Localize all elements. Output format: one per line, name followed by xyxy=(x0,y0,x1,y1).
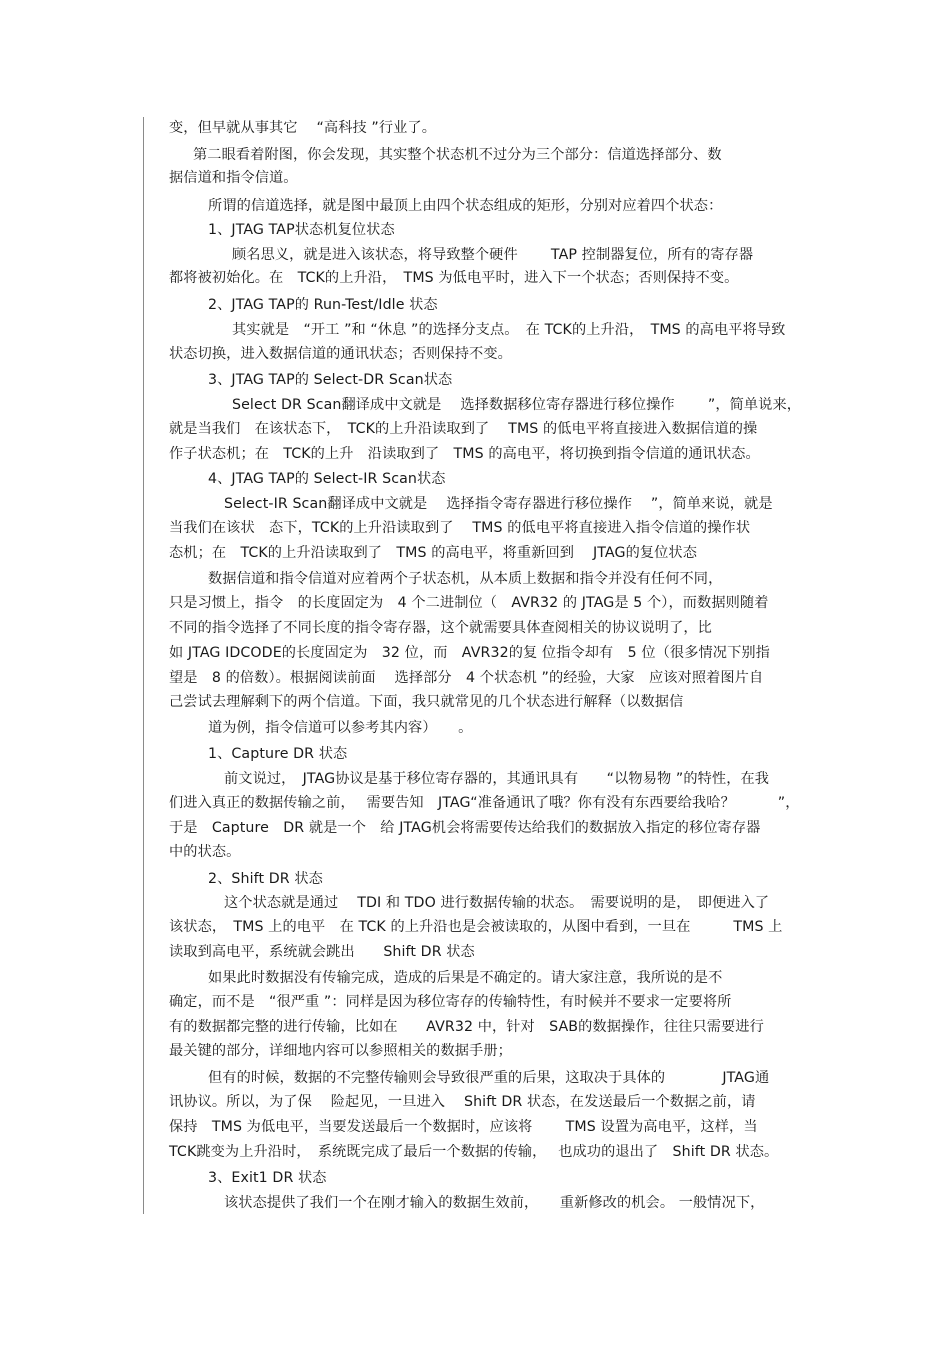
section-heading: 3、JTAG TAP的 Select-DR Scan状态 xyxy=(208,372,453,388)
text-line: 前文说过， JTAG协议是基于移位寄存器的，其通讯具有 “以物易物 ”的特性，在我 xyxy=(224,771,770,787)
text-line: TCK跳变为上升沿时， 系统既完成了最后一个数据的传输， 也成功的退出了 Shift DR 状态。 xyxy=(169,1144,779,1160)
text-line: 确定，而不是 “很严重 ”：同样是因为移位寄存的传输特性，有时候并不要求一定要将所 xyxy=(169,994,732,1010)
text-line: 讯协议。所以，为了保 险起见，一旦进入 Shift DR 状态，在发送最后一个数据之前，请 xyxy=(169,1094,756,1110)
text-line: 当我们在该状 态下，TCK的上升沿读取到了 TMS 的低电平将直接进入指令信道的操作状 xyxy=(169,520,751,536)
text-line: 如果此时数据没有传输完成，造成的后果是不确定的。请大家注意，我所说的是不 xyxy=(208,970,723,986)
text-line: 己尝试去理解剩下的两个信道。下面，我只就常见的几个状态进行解释（以数据信 xyxy=(169,694,684,710)
text-line: 作子状态机；在 TCK的上升 沿读取到了 TMS 的高电平，将切换到指令信道的通讯状态。 xyxy=(169,446,760,462)
section-heading: 2、JTAG TAP的 Run-Test/Idle 状态 xyxy=(208,297,438,313)
text-line: 该状态提供了我们一个在刚才输入的数据生效前， 重新修改的机会。 一般情况下， xyxy=(224,1195,765,1211)
text-line: 中的状态。 xyxy=(169,844,241,860)
text-line: 道为例，指令信道可以参考其内容） 。 xyxy=(208,720,473,736)
text-line: 据信道和指令信道。 xyxy=(169,170,298,186)
text-line: 不同的指令选择了不同长度的指令寄存器，这个就需要具体查阅相关的协议说明了，比 xyxy=(169,620,712,636)
text-line: 第二眼看着附图，你会发现，其实整个状态机不过分为三个部分：信道选择部分、数 xyxy=(193,147,722,163)
text-line: 数据信道和指令信道对应着两个子状态机，从本质上数据和指令并没有任何不同， xyxy=(208,571,723,587)
text-line: 保持 TMS 为低电平，当要发送最后一个数据时，应该将 TMS 设置为高电平，这样，当 xyxy=(169,1119,758,1135)
text-line: 有的数据都完整的进行传输，比如在 AVR32 中，针对 SAB的数据操作，往往只需要进行 xyxy=(169,1019,764,1035)
text-line: 变，但早就从事其它 “高科技 ”行业了。 xyxy=(169,120,437,136)
section-heading: 4、JTAG TAP的 Select-IR Scan状态 xyxy=(208,471,446,487)
text-line: 于是 Capture DR 就是一个 给 JTAG机会将需要传达给我们的数据放入指定的移位寄存器 xyxy=(169,820,761,836)
text-line: 该状态， TMS 上的电平 在 TCK 的上升沿也是会被读取的，从图中看到，一旦在 TMS 上 xyxy=(169,919,783,935)
text-line: 这个状态就是通过 TDI 和 TDO 进行数据传输的状态。 需要说明的是， 即便进入了 xyxy=(224,895,770,911)
section-heading: 2、Shift DR 状态 xyxy=(208,871,323,887)
text-line: 们进入真正的数据传输之前， 需要告知 JTAG“准备通讯了哦？你有没有东西要给我哈？ ”， xyxy=(169,795,800,811)
text-line: 但有的时候，数据的不完整传输则会导致很严重的后果，这取决于具体的 JTAG通 xyxy=(208,1070,770,1086)
left-margin-rule xyxy=(143,117,144,1214)
text-line: 读取到高电平，系统就会跳出 Shift DR 状态 xyxy=(169,944,475,960)
text-line: 顾名思义，就是进入该状态，将导致整个硬件 TAP 控制器复位，所有的寄存器 xyxy=(232,247,754,263)
text-line: 其实就是 “开工 ”和 “休息 ”的选择分支点。 在 TCK的上升沿， TMS 的高电平将导致 xyxy=(232,322,786,338)
text-line: 如 JTAG IDCODE的长度固定为 32 位，而 AVR32的复 位指令却有 5 位（很多情况下别指 xyxy=(169,645,770,661)
section-heading: 1、JTAG TAP状态机复位状态 xyxy=(208,222,395,238)
section-heading: 1、Capture DR 状态 xyxy=(208,746,348,762)
text-line: 只是习惯上，指令 的长度固定为 4 个二进制位（ AVR32 的 JTAG是 5 个），而数据则随着 xyxy=(169,595,769,611)
text-line: 就是当我们 在该状态下， TCK的上升沿读取到了 TMS 的低电平将直接进入数据信道的操 xyxy=(169,421,758,437)
text-line: 态机；在 TCK的上升沿读取到了 TMS 的高电平，将重新回到 JTAG的复位状态 xyxy=(169,545,698,561)
section-heading: 3、Exit1 DR 状态 xyxy=(208,1170,327,1186)
text-line: Select-IR Scan翻译成中文就是 选择指令寄存器进行移位操作 ”，简单来说，就是 xyxy=(224,496,773,512)
text-line: Select DR Scan翻译成中文就是 选择数据移位寄存器进行移位操作 ”，简单说来， xyxy=(232,397,802,413)
text-line: 状态切换，进入数据信道的通讯状态；否则保持不变。 xyxy=(169,346,512,362)
text-line: 都将被初始化。在 TCK的上升沿， TMS 为低电平时，进入下一个状态；否则保持不变。 xyxy=(169,270,739,286)
text-line: 望是 8 的倍数）。根据阅读前面 选择部分 4 个状态机 ”的经验，大家 应该对照着图片自 xyxy=(169,670,764,686)
text-line: 所谓的信道选择，就是图中最顶上由四个状态组成的矩形，分别对应着四个状态： xyxy=(208,198,723,214)
text-line: 最关键的部分，详细地内容可以参照相关的数据手册； xyxy=(169,1043,512,1059)
